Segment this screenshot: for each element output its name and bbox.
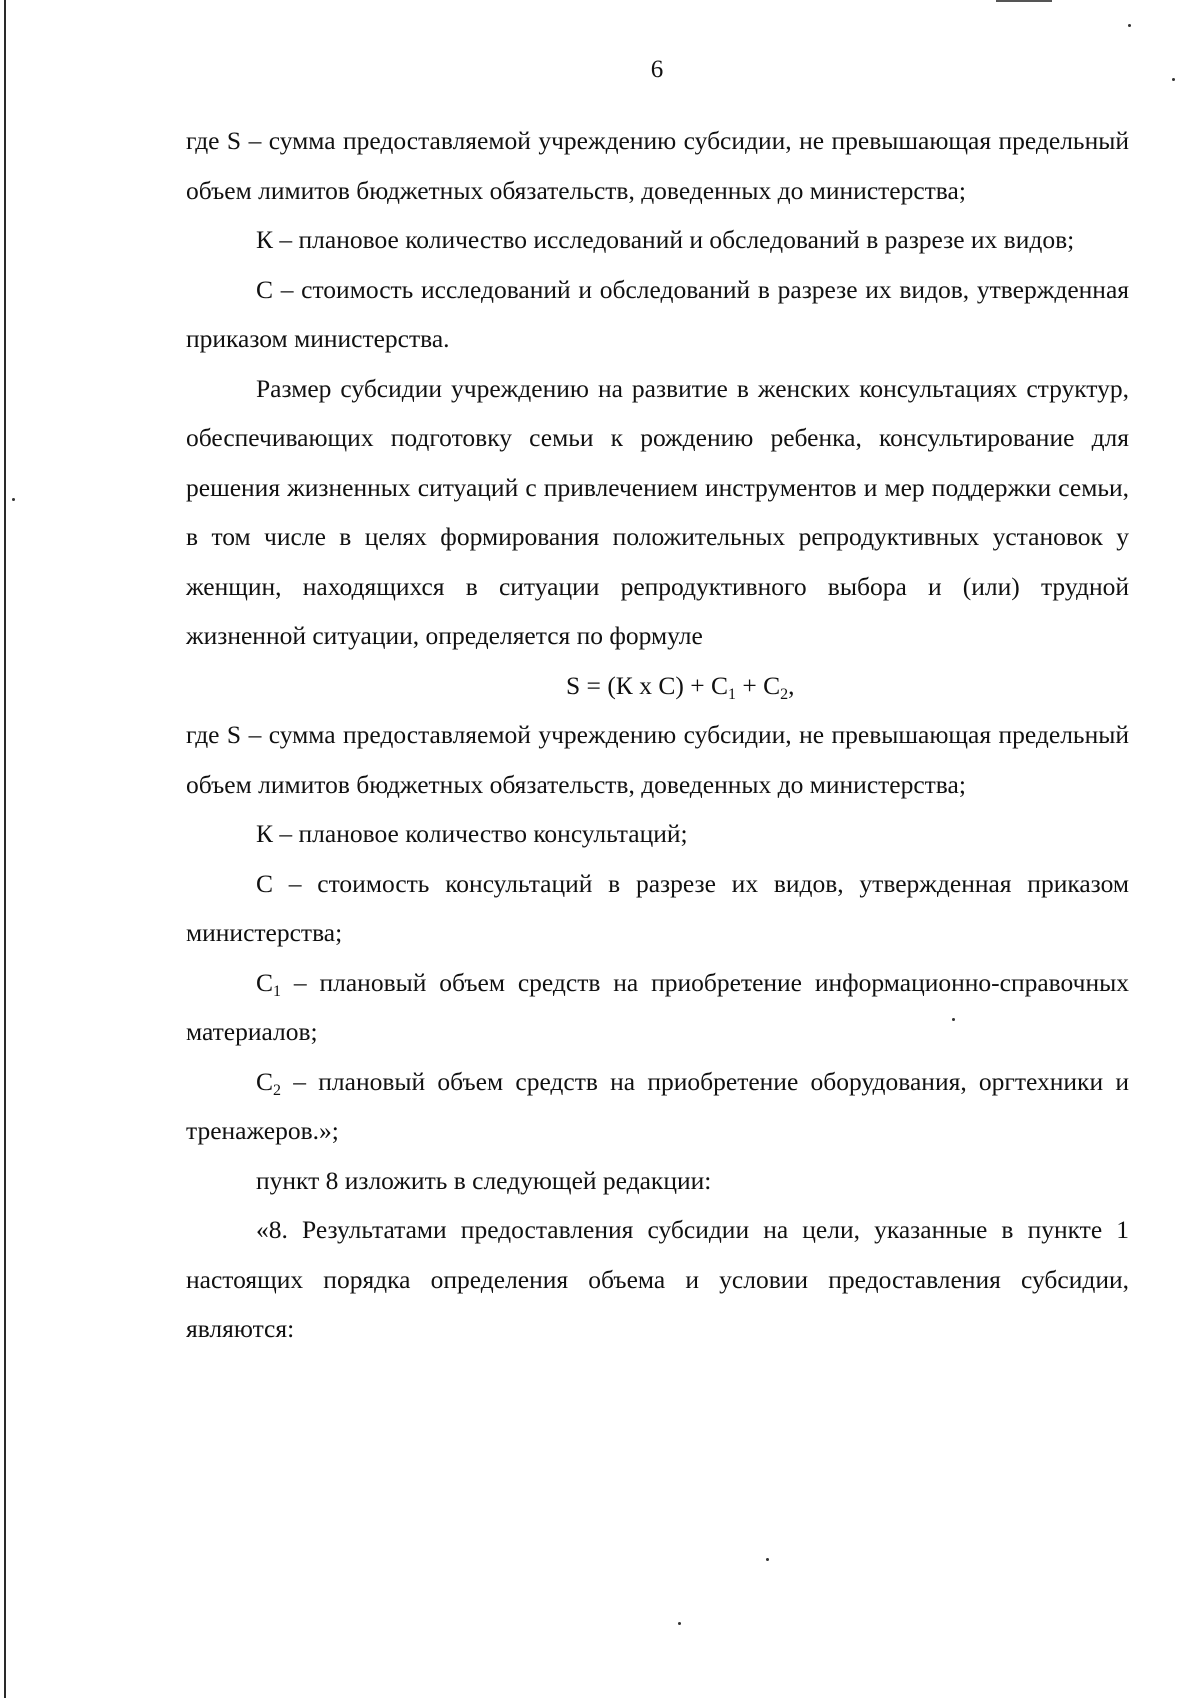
definition-k: К – плановое количество исследований и обследований в разрезе их видов;: [256, 225, 1075, 254]
definition-k-second: К – плановое количество консультаций;: [256, 819, 688, 848]
definition-s: где S – сумма предоставляемой учреждению субсидии, не превышающая предельный объем лимитов бюджетных обязательств, доведенных до министерства;: [186, 126, 1129, 205]
definition-c-second: С – стоимость консультаций в разрезе их видов, утвержденная приказом министерства;: [186, 868, 1129, 947]
clause-8: «8. Результатами предоставления субсидии на цели, указанные в пункте 1 настоящих порядка определения объема и условии предоставления субсидии, являются:: [186, 1215, 1129, 1343]
symbol: С: [256, 967, 274, 997]
formula-part: ,: [788, 670, 795, 700]
scan-speck: [766, 1558, 769, 1561]
symbol-subscript: 2: [273, 1081, 282, 1099]
formula-subscript: 1: [727, 685, 736, 703]
scan-left-edge: [4, 0, 6, 1698]
formula-part: + C: [735, 670, 781, 700]
page-number: 6: [650, 56, 664, 83]
definition-c: С – стоимость исследований и обследований в разрезе их видов, утвержденная приказом министерства.: [186, 274, 1129, 353]
definition-text: – плановый объем средств на приобретение оборудования, оргтехники и тренажеров.»;: [186, 1066, 1129, 1145]
symbol: С: [256, 1066, 274, 1096]
formula-subscript: 2: [780, 685, 789, 703]
definition-c2: [186, 1057, 1129, 1156]
amendment-line: пункт 8 изложить в следующей редакции:: [256, 1165, 712, 1195]
definition-text: – плановый объем средств на приобретение информационно-справочных материалов;: [186, 967, 1129, 1046]
definition-s-second: где S – сумма предоставляемой учреждению субсидии, не превышающая предельный объем лимитов бюджетных обязательств, доведенных до министерства;: [186, 720, 1129, 799]
subsidy-size-paragraph: Размер субсидии учреждению на развитие в женских консультациях структур, обеспечивающих подготовку семьи к рождению ребенка, консультирование для решения жизненных ситуаций с привлечением инструментов и мер поддержки семьи, в том числе в целях формирования положительных репродуктивных установок у женщин, находящихся в ситуации репродуктивного выбора и (или) трудной жизненной ситуации, определяется по формуле: [186, 373, 1129, 650]
scan-speck: [12, 498, 15, 501]
scan-speck: [678, 1622, 681, 1625]
definition-c1: [186, 958, 1129, 1057]
scan-top-mark: [996, 0, 1052, 2]
formula-part: S = (К х С) + C: [566, 670, 728, 700]
document-body: [186, 116, 1129, 1354]
scan-speck: [1128, 24, 1131, 27]
symbol-subscript: 1: [273, 982, 282, 1000]
subsidy-formula: [186, 661, 1129, 711]
